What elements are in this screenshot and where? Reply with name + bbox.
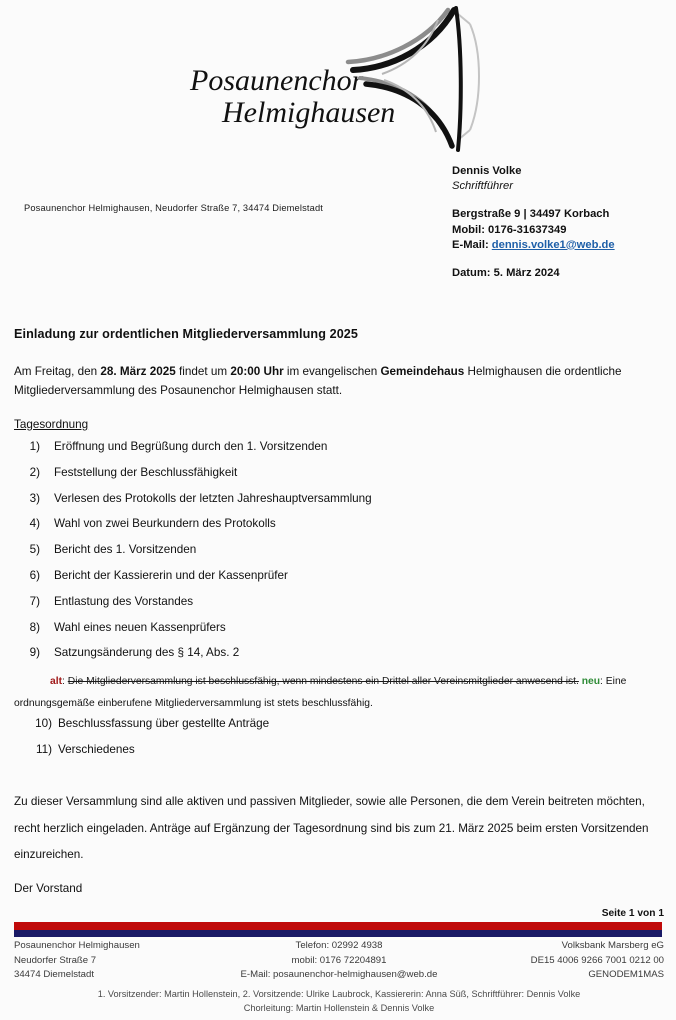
agenda-item-number: 2) <box>29 465 40 479</box>
agenda-item <box>14 466 664 492</box>
neu-colon: : <box>600 676 603 687</box>
agenda-item-label: Entlastung des Vorstandes <box>54 594 194 608</box>
intro-part-2: findet um <box>175 365 231 378</box>
organization-logo <box>170 4 510 152</box>
agenda-item-number: 10) <box>35 717 52 730</box>
board-members <box>14 987 664 1015</box>
contact-mobile: Mobil: 0176-31637349 <box>452 223 567 236</box>
footer-column-bank <box>447 939 664 983</box>
footer-columns <box>14 939 664 983</box>
intro-part-1: Am Freitag, den <box>14 365 101 378</box>
agenda-item-label: Feststellung der Beschlussfähigkeit <box>54 465 238 479</box>
agenda-item-number: 9) <box>29 646 40 660</box>
footer-phone: Telefon: 02992 4938 <box>295 940 383 951</box>
footer-email: E-Mail: posaunenchor-helmighausen@web.de <box>240 969 438 981</box>
agenda-item-number: 1) <box>29 440 40 453</box>
agenda-item-label: Bericht der Kassiererin und der Kassenprüfer <box>54 568 288 582</box>
contact-email-label: E-Mail: <box>452 238 489 251</box>
spacer <box>452 194 676 207</box>
intro-paragraph <box>14 362 650 400</box>
agenda-item-label: Beschlussfassung über gestellte Anträge <box>58 717 270 730</box>
agenda-item <box>14 595 664 621</box>
agenda-item-number: 8) <box>29 620 40 634</box>
agenda-item-label: Satzungsänderung des § 14, Abs. 2 <box>54 646 240 660</box>
footer-org-name: Posaunenchor Helmighausen <box>14 940 140 951</box>
footer-column-contact <box>231 939 448 983</box>
agenda-item-label: Bericht des 1. Vorsitzenden <box>54 543 197 557</box>
agenda-list-continued <box>14 717 664 769</box>
agenda-item-label: Eröffnung und Begrüßung durch den 1. Vorsitzenden <box>54 440 328 453</box>
footer-rule-red <box>14 922 662 930</box>
page-title: Einladung zur ordentlichen Mitgliederversammlung 2025 <box>14 327 359 341</box>
logo-text-line1: Posaunenchor <box>190 64 364 97</box>
agenda-item <box>14 492 664 518</box>
agenda-item-label: Verlesen des Protokolls der letzten Jahreshauptversammlung <box>54 491 372 505</box>
closing-paragraph: Zu dieser Versammlung sind alle aktiven und passiven Mitglieder, sowie alle Personen, die dem Verein beitreten möchten, recht herzlich eingeladen. Anträge auf Ergänzung der Tagesordnung sind bis zum 21. März 2025 beim ersten Vorsitzenden einzureichen. <box>14 795 649 861</box>
alt-label: alt <box>50 676 63 687</box>
agenda-item <box>14 646 664 672</box>
contact-name: Dennis Volke <box>452 165 522 177</box>
agenda-item-number: 7) <box>29 594 40 608</box>
intro-part-3: im evangelischen <box>283 365 381 378</box>
footer-bic: GENODEM1MAS <box>588 969 665 981</box>
intro-time-bold: 20:00 Uhr <box>230 365 284 378</box>
signoff-text: Der Vorstand <box>14 882 83 895</box>
footer-city: 34474 Diemelstadt <box>14 969 94 981</box>
agenda-item-label: Verschiedenes <box>58 742 135 756</box>
agenda-item-label: Wahl von zwei Beurkundern des Protokolls <box>54 517 276 531</box>
agenda-item-label: Wahl eines neuen Kassenprüfers <box>54 620 226 634</box>
document-date: Datum: 5. März 2024 <box>452 267 560 280</box>
agenda-item <box>14 440 664 466</box>
agenda-item-number: 6) <box>29 568 40 582</box>
logo-text-line2: Helmighausen <box>222 96 396 129</box>
sender-return-address: Posaunenchor Helmighausen, Neudorfer Straße 7, 34474 Diemelstadt <box>24 203 324 213</box>
spacer <box>452 253 676 266</box>
agenda-item-number: 3) <box>29 491 40 505</box>
agenda-item <box>14 517 664 543</box>
board-line-1: 1. Vorsitzender: Martin Hollenstein, 2. Vorsitzende: Ulrike Laubrock, Kassiererin: Anna Süß, Schriftführer: Dennis Volke <box>97 989 581 999</box>
intro-date-bold: 28. März 2025 <box>100 365 176 378</box>
neu-text: Eine ordnungsgemäße einberufene Mitgliederversammlung ist stets beschlussfähig. <box>14 676 627 709</box>
agenda-list <box>14 440 664 672</box>
intro-venue-bold: Gemeindehaus <box>380 365 465 378</box>
footer-column-address <box>14 939 231 983</box>
footer-bank-name: Volksbank Marsberg eG <box>561 940 665 951</box>
alt-text-strikethrough: Die Mitgliederversammlung ist beschlussfähig, wenn mindestens ein Drittel aller Vereinsmitglieder anwesend ist. <box>67 676 579 687</box>
logo-svg <box>170 4 510 152</box>
agenda-item <box>14 743 664 769</box>
agenda-item <box>14 717 664 743</box>
agenda-heading: Tagesordnung <box>14 418 89 431</box>
contact-email-row <box>452 238 676 253</box>
footer-iban: DE15 4006 9266 7001 0212 00 <box>530 954 665 966</box>
alt-colon: : <box>62 676 65 687</box>
agenda-item <box>14 569 664 595</box>
contact-address: Bergstraße 9 | 34497 Korbach <box>452 208 610 221</box>
statute-change-block <box>14 671 669 714</box>
agenda-item-number: 4) <box>29 517 40 531</box>
intro-part-4: Helmighausen die ordentliche Mitgliederversammlung des Posaunenchor Helmighausen statt. <box>14 365 622 397</box>
contact-role: Schriftführer <box>452 180 513 193</box>
footer-mobile: mobil: 0176 72204891 <box>291 954 387 966</box>
footer-street: Neudorfer Straße 7 <box>14 954 97 966</box>
agenda-item-number: 11) <box>35 742 52 756</box>
footer-rule-navy <box>14 930 662 937</box>
board-line-2: Chorleitung: Martin Hollenstein & Dennis Volke <box>243 1003 435 1014</box>
contact-block <box>452 164 676 281</box>
page-number: Seite 1 von 1 <box>601 908 664 919</box>
agenda-item <box>14 543 664 569</box>
neu-label: neu <box>581 676 601 687</box>
contact-email-link[interactable]: dennis.volke1@web.de <box>491 238 615 251</box>
agenda-item-number: 5) <box>29 543 40 557</box>
agenda-item <box>14 621 664 647</box>
